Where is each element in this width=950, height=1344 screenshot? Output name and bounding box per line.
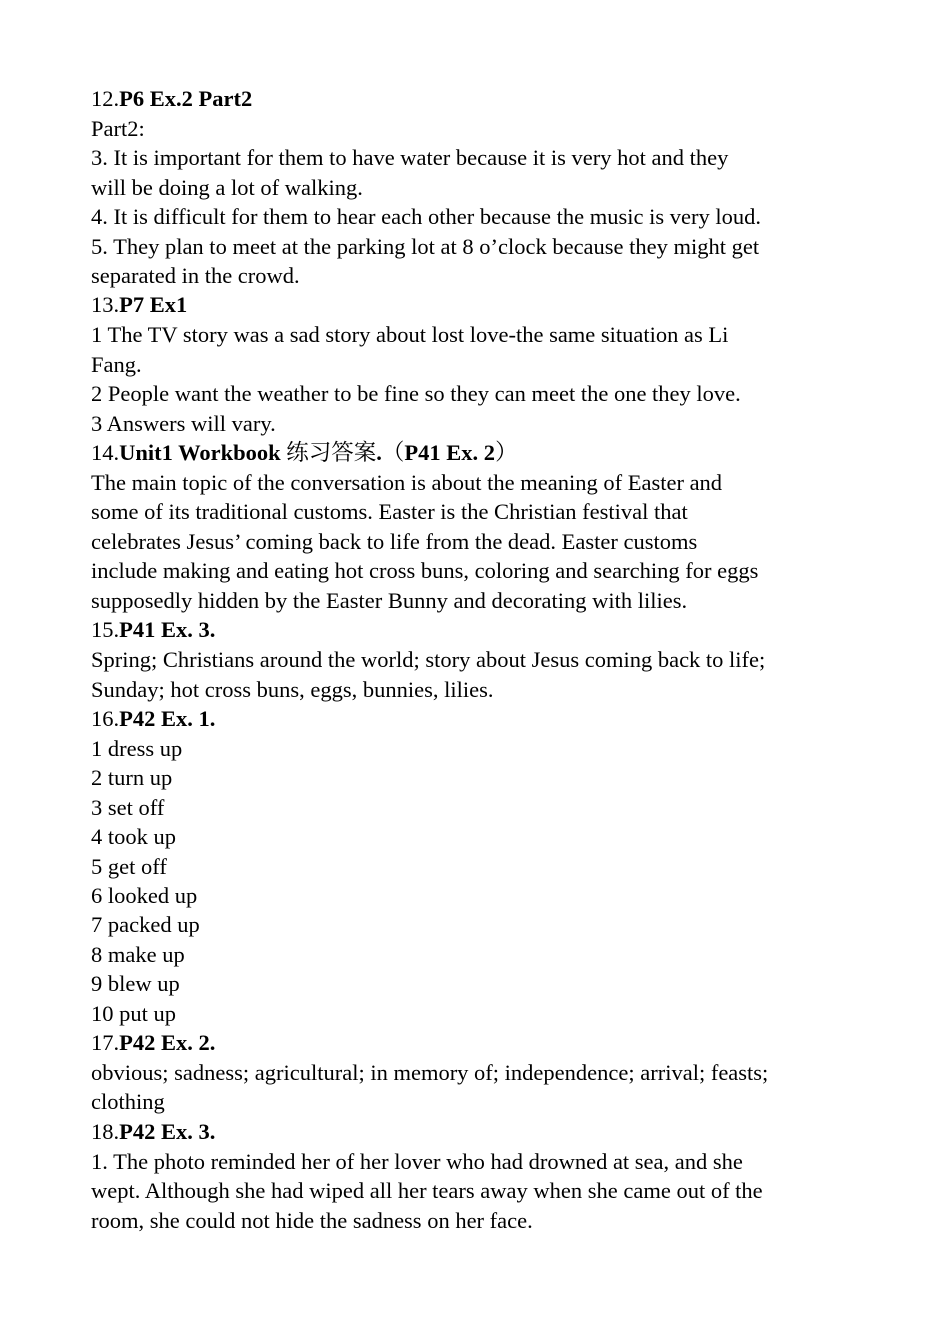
- list-item: 3 set off: [91, 794, 165, 820]
- list-item: 2 turn up: [91, 765, 173, 791]
- section-heading: [91, 615, 871, 645]
- text-line: Spring; Christians around the world; story about Jesus coming back to life;: [91, 647, 766, 673]
- list-item: 7 packed up: [91, 912, 200, 938]
- section-heading: [91, 1028, 871, 1058]
- heading-period: .: [376, 440, 382, 466]
- heading-number: 15.: [91, 617, 120, 643]
- section-15: [91, 615, 871, 704]
- text-line: clothing: [91, 1089, 165, 1115]
- list-item: 5 get off: [91, 853, 167, 879]
- text-line: Fang.: [91, 351, 142, 377]
- section-12: [91, 84, 871, 290]
- heading-number: 18.: [91, 1118, 120, 1144]
- heading-title: P41 Ex. 3.: [119, 617, 216, 643]
- text-line: 4. It is difficult for them to hear each other because the music is very loud.: [91, 204, 762, 230]
- text-line: separated in the crowd.: [91, 263, 300, 289]
- text-line: celebrates Jesus’ coming back to life from the dead. Easter customs: [91, 528, 698, 554]
- heading-title: Unit1 Workbook: [119, 440, 281, 466]
- text-line: The main topic of the conversation is about the meaning of Easter and: [91, 470, 723, 496]
- heading-number: 14.: [91, 440, 120, 466]
- heading-paren-open: （: [381, 440, 405, 466]
- text-line: 3 Answers will vary.: [91, 410, 276, 436]
- text-line: Sunday; hot cross buns, eggs, bunnies, lilies.: [91, 676, 494, 702]
- heading-title: P7 Ex1: [119, 292, 188, 318]
- section-heading: [91, 290, 871, 320]
- text-line: 1. The photo reminded her of her lover who had drowned at sea, and she: [91, 1148, 743, 1174]
- text-line: include making and eating hot cross buns, coloring and searching for eggs: [91, 558, 759, 584]
- text-line: 3. It is important for them to have water because it is very hot and they: [91, 145, 729, 171]
- list-item: 4 took up: [91, 824, 177, 850]
- section-17: [91, 1028, 871, 1117]
- list-item: 6 looked up: [91, 882, 198, 908]
- heading-title: P42 Ex. 3.: [119, 1118, 216, 1144]
- section-16: [91, 704, 871, 1028]
- section-18: [91, 1117, 871, 1235]
- list-item: 1 dress up: [91, 735, 183, 761]
- heading-number: 16.: [91, 705, 120, 731]
- text-line: some of its traditional customs. Easter is the Christian festival that: [91, 499, 688, 525]
- heading-paren-close: ）: [495, 440, 518, 466]
- heading-title: P42 Ex. 2.: [119, 1029, 216, 1055]
- document-page: [91, 84, 871, 1235]
- text-line: obvious; sadness; agricultural; in memory of; independence; arrival; feasts;: [91, 1059, 769, 1085]
- text-line: will be doing a lot of walking.: [91, 174, 363, 200]
- heading-title: P6 Ex.2 Part2: [119, 86, 253, 111]
- heading-chinese-text: 练习答案: [280, 440, 377, 466]
- text-line: supposedly hidden by the Easter Bunny and decorating with lilies.: [91, 587, 688, 613]
- heading-exercise: P41 Ex. 2: [404, 440, 496, 466]
- section-heading: [91, 1117, 871, 1147]
- text-line: 1 The TV story was a sad story about lost love-the same situation as Li: [91, 322, 729, 348]
- text-line: 5. They plan to meet at the parking lot at 8 o’clock because they might get: [91, 233, 760, 259]
- text-line: wept. Although she had wiped all her tears away when she came out of the: [91, 1178, 763, 1204]
- heading-title: P42 Ex. 1.: [119, 705, 216, 731]
- section-13: [91, 290, 871, 438]
- heading-number: 12.: [91, 86, 120, 111]
- section-heading: [91, 84, 871, 114]
- section-heading: [91, 438, 871, 468]
- heading-number: 13.: [91, 292, 120, 318]
- list-item: 10 put up: [91, 1000, 177, 1026]
- text-line: 2 People want the weather to be fine so they can meet the one they love.: [91, 381, 741, 407]
- text-line: Part2:: [91, 116, 145, 141]
- list-item: 9 blew up: [91, 971, 180, 997]
- list-item: 8 make up: [91, 941, 185, 967]
- section-14: [91, 438, 871, 615]
- section-heading: [91, 704, 871, 734]
- heading-number: 17.: [91, 1029, 120, 1055]
- text-line: room, she could not hide the sadness on her face.: [91, 1207, 533, 1233]
